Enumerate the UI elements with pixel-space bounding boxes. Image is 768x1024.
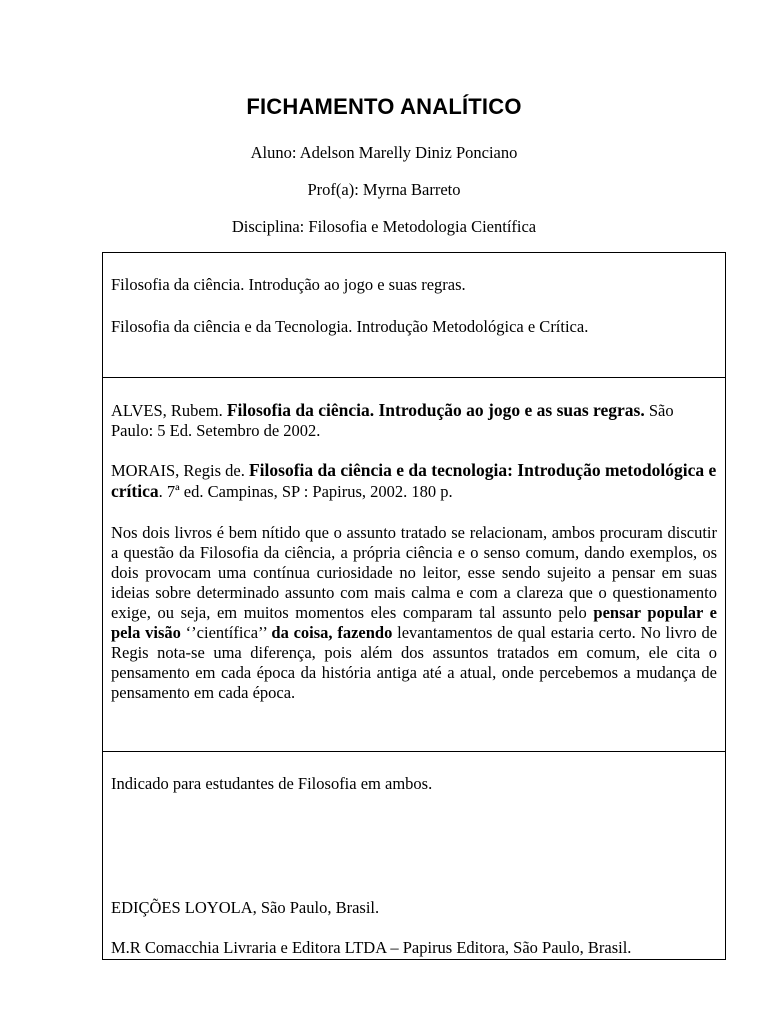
analysis-bold-1: pensar popular e pela visão [111, 603, 717, 642]
reference-alves [111, 400, 717, 441]
reference-morais [111, 460, 717, 502]
reference-author: MORAIS, Regis de. [111, 461, 245, 480]
indication-box [102, 751, 726, 960]
student-name: Aluno: Adelson Marelly Diniz Ponciano [250, 143, 518, 162]
reference-details: São Paulo: 5 Ed. Setembro de 2002. [111, 401, 674, 440]
indication-text: Indicado para estudantes de Filosofia em ambos. [111, 774, 433, 793]
discipline-name: Disciplina: Filosofia e Metodologia Científica [231, 217, 537, 236]
analysis-text-3: levantamentos de qual estaria certo. No livro de Regis nota-se uma diferença, pois além dos assuntos tratados em comum, ele cita o pensamento em cada época da história antiga até a atual, onde percebemos a mudança de pensamento em cada época. [111, 623, 718, 702]
document-title: FICHAMENTO ANALÍTICO [246, 94, 522, 119]
reference-details: . 7ª ed. Campinas, SP : Papirus, 2002. 180 p. [158, 482, 453, 501]
reference-title: Filosofia da ciência. Introdução ao jogo e as suas regras. [226, 400, 645, 420]
references-box [102, 377, 726, 752]
analysis-text-2: ‘’científica’’ [180, 623, 272, 642]
publisher-2: M.R Comacchia Livraria e Editora LTDA – Papirus Editora, São Paulo, Brasil. [111, 938, 632, 957]
section-titles-box [102, 252, 726, 378]
analysis-paragraph [111, 523, 717, 703]
book-title-1: Filosofia da ciência. Introdução ao jogo e suas regras. [111, 275, 466, 294]
reference-title: Filosofia da ciência e da tecnologia: Introdução metodológica e crítica [111, 460, 717, 501]
analysis-text-1: Nos dois livros é bem nítido que o assunto tratado se relacionam, ambos procuram discutir a questão da Filosofia da ciência, a própria ciência e o senso comum, dando exemplos, os dois provocam uma contínua curiosidade no leitor, esse sendo sujeito a pensar em suas ideias sobre determinado assunto com mais calma e com a clareza que o questionamento exige, ou seja, em muitos momentos eles comparam tal assunto pelo [111, 523, 717, 622]
professor-name: Prof(a): Myrna Barreto [307, 180, 461, 199]
reference-author: ALVES, Rubem. [111, 401, 223, 420]
analysis-bold-2: da coisa, fazendo [271, 623, 393, 642]
publisher-1: EDIÇÕES LOYOLA, São Paulo, Brasil. [111, 898, 380, 917]
book-title-2: Filosofia da ciência e da Tecnologia. Introdução Metodológica e Crítica. [111, 317, 589, 336]
